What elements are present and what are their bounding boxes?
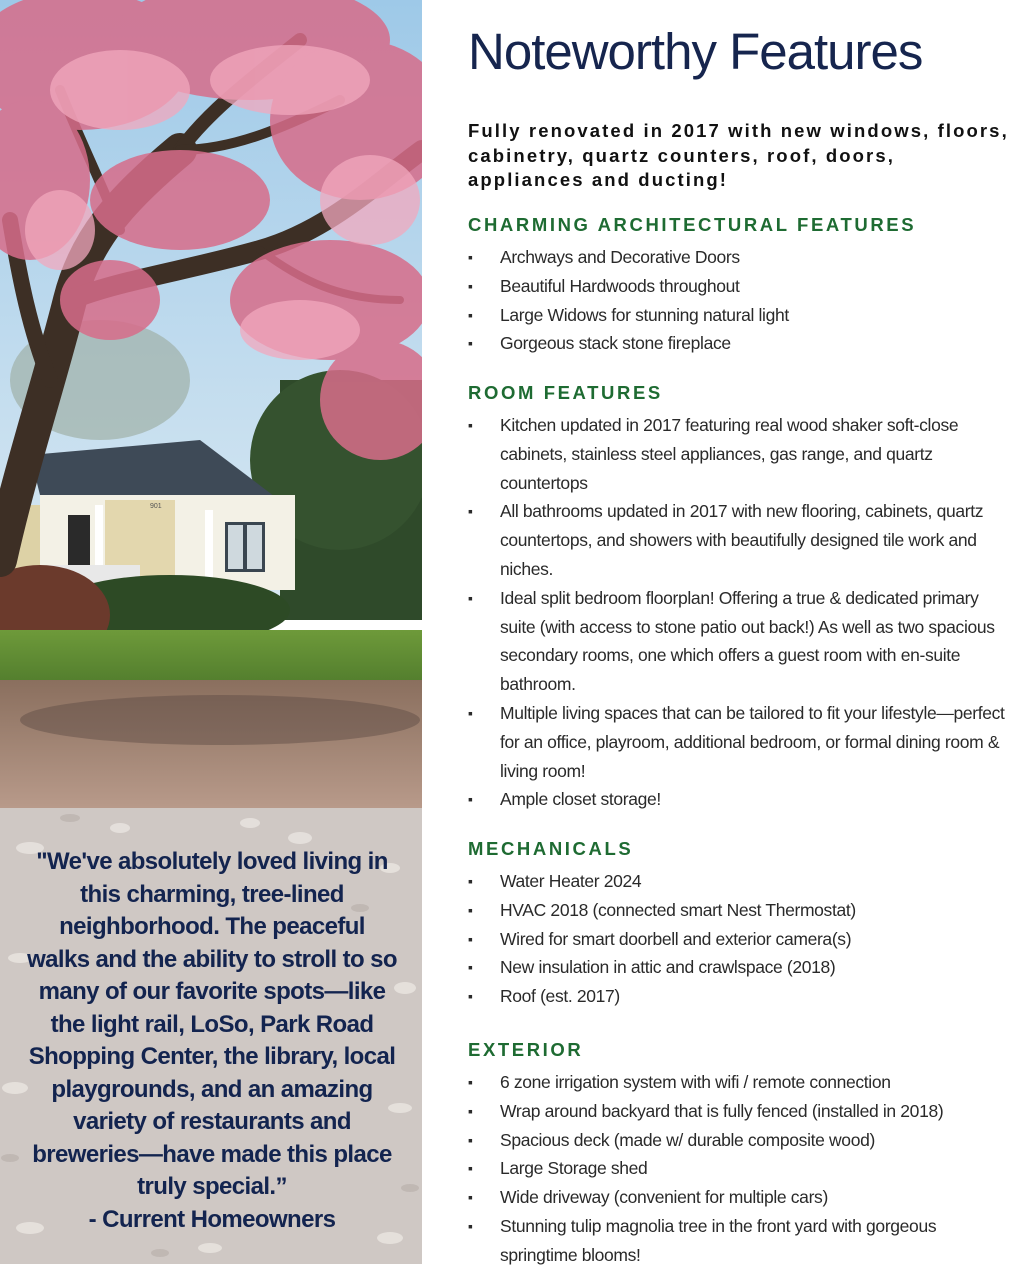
list-item: ▪ HVAC 2018 (connected smart Nest Thermostat) — [468, 896, 1011, 925]
bullet-icon: ▪ — [468, 1189, 473, 1206]
quote-text: "We've absolutely loved living in this charming, tree-lined neighborhood. The peaceful walks and the ability to stroll to so many of our favorite spots—like the light rail, LoSo, Park Road Shopping Center, the library, local playgrounds, and an amazing variety of restaurants and breweries—have made this place truly special.” — [27, 848, 397, 1200]
house-number: 901 — [150, 503, 162, 510]
feature-list — [468, 243, 1011, 358]
bullet-icon: ▪ — [468, 503, 473, 520]
list-item: ▪ Ample closet storage! — [468, 785, 1011, 814]
testimonial-quote — [26, 846, 398, 1236]
page-title: Noteworthy Features — [468, 23, 923, 80]
list-item: ▪ Wide driveway (convenient for multiple cars) — [468, 1183, 1011, 1212]
section-heading: ROOM FEATURES — [468, 382, 663, 403]
list-item: ▪ Multiple living spaces that can be tailored to fit your lifestyle—perfect for an office, playroom, additional bedroom, or formal dining room & living room! — [468, 699, 1011, 785]
bullet-icon: ▪ — [468, 1160, 473, 1177]
section-heading: MECHANICALS — [468, 838, 634, 859]
list-item: ▪ New insulation in attic and crawlspace (2018) — [468, 953, 1011, 982]
bullet-icon: ▪ — [468, 249, 473, 265]
bullet-icon: ▪ — [468, 306, 473, 323]
list-item: ▪ Kitchen updated in 2017 featuring real wood shaker soft-close cabinets, stainless steel appliances, gas range, and quartz countertops — [468, 411, 1011, 497]
list-item: ▪ Beautiful Hardwoods throughout — [468, 272, 1011, 301]
bullet-icon: ▪ — [468, 873, 473, 889]
bullet-icon: ▪ — [468, 959, 473, 976]
intro-text: Fully renovated in 2017 with new windows, floors, cabinetry, quartz counters, roof, doors, appliances and ducting! — [468, 120, 1009, 190]
feature-list — [468, 867, 1011, 1011]
list-item: ▪ Gorgeous stack stone fireplace — [468, 329, 1011, 358]
list-item: ▪ Water Heater 2024 — [468, 867, 1011, 896]
bullet-icon: ▪ — [468, 589, 473, 606]
bullet-icon: ▪ — [468, 704, 473, 721]
list-item: ▪ 6 zone irrigation system with wifi / remote connection — [468, 1068, 1011, 1097]
section-exterior — [468, 1038, 1011, 1270]
bullet-icon: ▪ — [468, 930, 473, 947]
list-item: ▪ Archways and Decorative Doors — [468, 243, 1011, 272]
list-item: ▪ Ideal split bedroom floorplan! Offering a true & dedicated primary suite (with access to stone patio out back!) As well as two spacious secondary rooms, one which offers a guest room with en-suite bathroom. — [468, 584, 1011, 699]
bullet-icon: ▪ — [468, 417, 473, 433]
list-item: ▪ Large Widows for stunning natural light — [468, 301, 1011, 330]
bullet-icon: ▪ — [468, 1074, 473, 1090]
list-item: ▪ Spacious deck (made w/ durable composite wood) — [468, 1126, 1011, 1155]
section-architectural-features — [468, 213, 1011, 358]
list-item: ▪ Wrap around backyard that is fully fenced (installed in 2018) — [468, 1097, 1011, 1126]
list-item: ▪ Roof (est. 2017) — [468, 982, 1011, 1011]
magnolia-house-image — [0, 0, 422, 808]
section-mechanicals — [468, 837, 1011, 1011]
bullet-icon: ▪ — [468, 335, 473, 352]
list-item: ▪ Stunning tulip magnolia tree in the front yard with gorgeous springtime blooms! — [468, 1212, 1011, 1270]
feature-list — [468, 1068, 1011, 1270]
bullet-icon: ▪ — [468, 1131, 473, 1148]
bullet-icon: ▪ — [468, 1217, 473, 1234]
quote-attribution: - Current Homeowners — [88, 1205, 336, 1233]
house-photo — [0, 0, 422, 808]
list-item: ▪ All bathrooms updated in 2017 with new flooring, cabinets, quartz countertops, and showers with beautifully designed tile work and niches. — [468, 497, 1011, 583]
testimonial-panel — [0, 808, 422, 1264]
bullet-icon: ▪ — [468, 791, 473, 808]
list-item: ▪ Wired for smart doorbell and exterior camera(s) — [468, 925, 1011, 954]
section-heading: EXTERIOR — [468, 1039, 584, 1060]
list-item: ▪ Large Storage shed — [468, 1154, 1011, 1183]
bullet-icon: ▪ — [468, 901, 473, 918]
bullet-icon: ▪ — [468, 1102, 473, 1119]
bullet-icon: ▪ — [468, 277, 473, 294]
bullet-icon: ▪ — [468, 988, 473, 1005]
section-room-features — [468, 381, 1011, 814]
section-heading: CHARMING ARCHITECTURAL FEATURES — [468, 214, 917, 235]
feature-list — [468, 411, 1011, 814]
